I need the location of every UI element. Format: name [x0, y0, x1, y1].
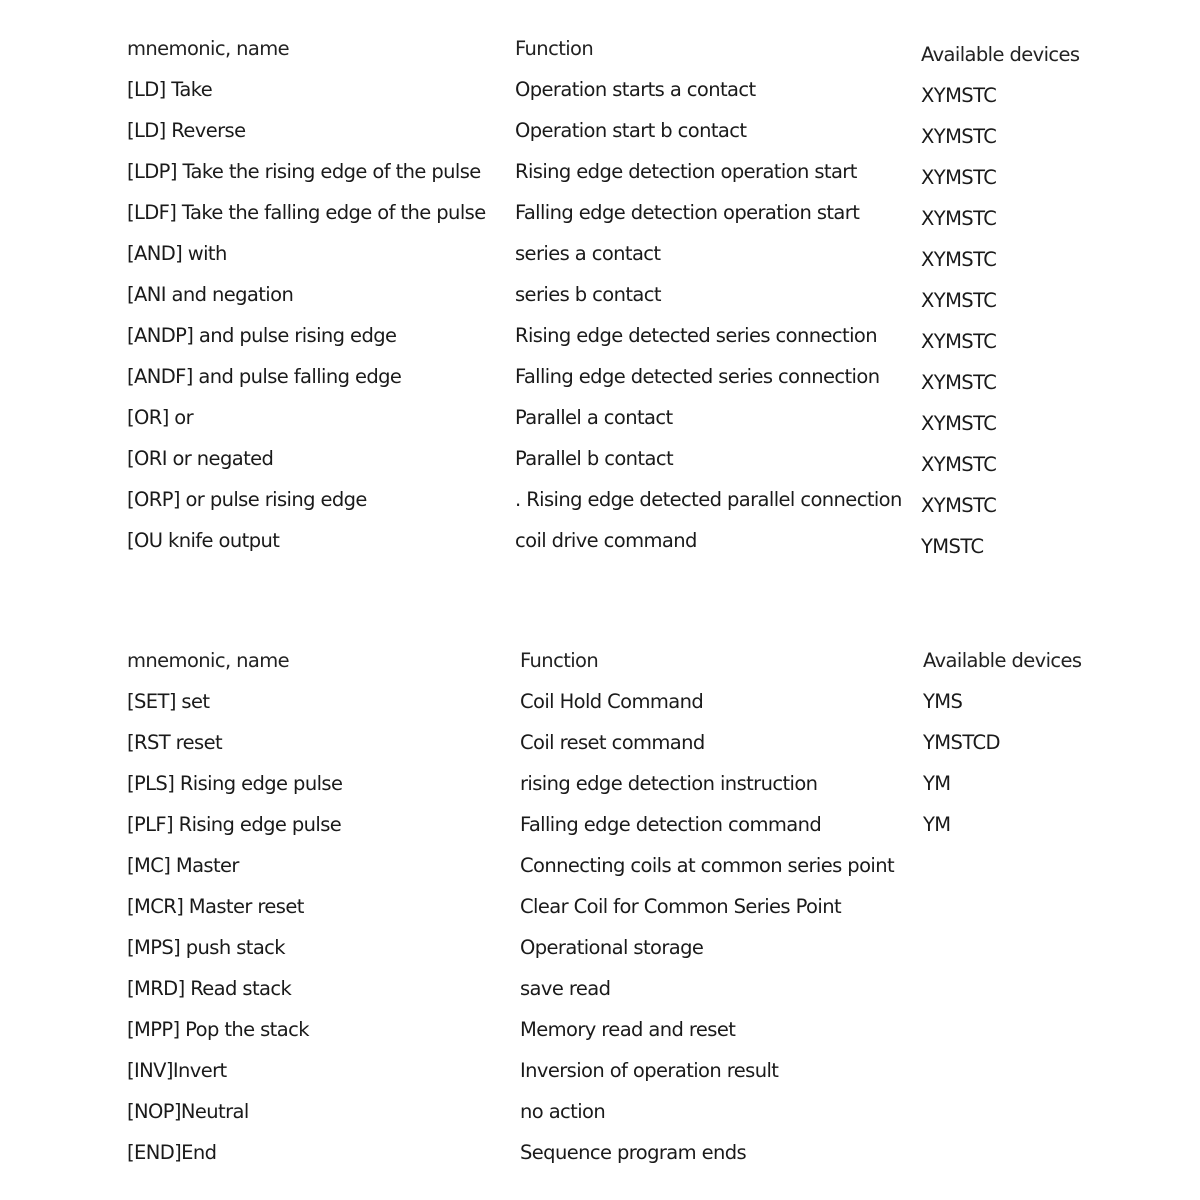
column-header-function: Function	[515, 37, 594, 60]
available-devices-cell: XYMSTC	[921, 84, 997, 107]
instruction-function-cell: Coil reset command	[520, 731, 705, 754]
instruction-function-cell: no action	[520, 1100, 606, 1123]
table-row	[0, 485, 1200, 526]
instruction-name-cell: [RST reset	[127, 731, 223, 754]
available-devices-cell: YMS	[923, 690, 963, 713]
column-header-devices: Available devices	[921, 43, 1080, 66]
instruction-name-cell: [ORI or negated	[127, 447, 274, 470]
instruction-name-cell: [LD] Take	[127, 78, 213, 101]
instruction-function-cell: Falling edge detection command	[520, 813, 822, 836]
table-header	[0, 646, 1200, 687]
table-row	[0, 321, 1200, 362]
available-devices-cell: XYMSTC	[921, 289, 997, 312]
column-header-devices: Available devices	[923, 649, 1082, 672]
instruction-function-cell: Parallel a contact	[515, 406, 673, 429]
table-row	[0, 728, 1200, 769]
instruction-function-cell: Sequence program ends	[520, 1141, 747, 1164]
instruction-name-cell: [MC] Master	[127, 854, 239, 877]
instruction-function-cell: Parallel b contact	[515, 447, 673, 470]
instruction-name-cell: [AND] with	[127, 242, 227, 265]
table-row	[0, 769, 1200, 810]
available-devices-cell: XYMSTC	[921, 166, 997, 189]
instruction-name-cell: [PLS] Rising edge pulse	[127, 772, 343, 795]
instruction-function-cell: Falling edge detection operation start	[515, 201, 860, 224]
available-devices-cell: YMSTC	[921, 535, 984, 558]
instruction-table-1	[0, 34, 1200, 567]
table-row	[0, 239, 1200, 280]
instruction-name-cell: [OR] or	[127, 406, 194, 429]
instruction-name-cell: [MPS] push stack	[127, 936, 285, 959]
instruction-function-cell: . Rising edge detected parallel connection	[515, 488, 902, 511]
instruction-name-cell: [MPP] Pop the stack	[127, 1018, 309, 1041]
instruction-function-cell: Clear Coil for Common Series Point	[520, 895, 841, 918]
instruction-function-cell: series a contact	[515, 242, 661, 265]
table-row	[0, 892, 1200, 933]
table-row	[0, 1138, 1200, 1179]
instruction-name-cell: [ORP] or pulse rising edge	[127, 488, 367, 511]
table-row	[0, 1015, 1200, 1056]
column-header-name: mnemonic, name	[127, 649, 290, 672]
table-row	[0, 157, 1200, 198]
instruction-function-cell: Operation start b contact	[515, 119, 747, 142]
instruction-name-cell: [END]End	[127, 1141, 217, 1164]
table-row	[0, 974, 1200, 1015]
table-row	[0, 362, 1200, 403]
table-row	[0, 933, 1200, 974]
instruction-name-cell: [ANDF] and pulse falling edge	[127, 365, 402, 388]
available-devices-cell: XYMSTC	[921, 248, 997, 271]
instruction-name-cell: [PLF] Rising edge pulse	[127, 813, 342, 836]
table-row	[0, 526, 1200, 567]
instruction-function-cell: Operational storage	[520, 936, 704, 959]
available-devices-cell: YM	[923, 813, 951, 836]
instruction-function-cell: Connecting coils at common series point	[520, 854, 895, 877]
instruction-function-cell: rising edge detection instruction	[520, 772, 818, 795]
instruction-function-cell: series b contact	[515, 283, 661, 306]
available-devices-cell: YMSTCD	[923, 731, 1000, 754]
table-row	[0, 810, 1200, 851]
table-body	[0, 75, 1200, 567]
column-header-name: mnemonic, name	[127, 37, 290, 60]
instruction-name-cell: [NOP]Neutral	[127, 1100, 249, 1123]
instruction-name-cell: [MCR] Master reset	[127, 895, 304, 918]
available-devices-cell: XYMSTC	[921, 125, 997, 148]
available-devices-cell: XYMSTC	[921, 330, 997, 353]
table-row	[0, 75, 1200, 116]
table-row	[0, 1097, 1200, 1138]
table-header	[0, 34, 1200, 75]
available-devices-cell: XYMSTC	[921, 207, 997, 230]
available-devices-cell: XYMSTC	[921, 371, 997, 394]
instruction-name-cell: [LD] Reverse	[127, 119, 246, 142]
instruction-function-cell: Inversion of operation result	[520, 1059, 779, 1082]
instruction-function-cell: save read	[520, 977, 611, 1000]
instruction-name-cell: [SET] set	[127, 690, 210, 713]
available-devices-cell: XYMSTC	[921, 453, 997, 476]
instruction-name-cell: [LDF] Take the falling edge of the pulse	[127, 201, 486, 224]
instruction-name-cell: [MRD] Read stack	[127, 977, 292, 1000]
available-devices-cell: XYMSTC	[921, 412, 997, 435]
instruction-name-cell: [INV]Invert	[127, 1059, 227, 1082]
instruction-function-cell: Coil Hold Command	[520, 690, 704, 713]
table-row	[0, 687, 1200, 728]
available-devices-cell: XYMSTC	[921, 494, 997, 517]
instruction-function-cell: Rising edge detected series connection	[515, 324, 877, 347]
instruction-function-cell: Rising edge detection operation start	[515, 160, 857, 183]
table-row	[0, 851, 1200, 892]
table-row	[0, 116, 1200, 157]
instruction-name-cell: [ANI and negation	[127, 283, 294, 306]
table-row	[0, 1056, 1200, 1097]
instruction-function-cell: Memory read and reset	[520, 1018, 736, 1041]
column-header-function: Function	[520, 649, 599, 672]
table-body	[0, 687, 1200, 1179]
instruction-name-cell: [LDP] Take the rising edge of the pulse	[127, 160, 481, 183]
instruction-function-cell: Operation starts a contact	[515, 78, 756, 101]
available-devices-cell: YM	[923, 772, 951, 795]
instruction-name-cell: [ANDP] and pulse rising edge	[127, 324, 397, 347]
table-row	[0, 280, 1200, 321]
instruction-function-cell: coil drive command	[515, 529, 697, 552]
instruction-name-cell: [OU knife output	[127, 529, 280, 552]
table-row	[0, 444, 1200, 485]
table-row	[0, 198, 1200, 239]
instruction-function-cell: Falling edge detected series connection	[515, 365, 880, 388]
instruction-table-2	[0, 646, 1200, 1179]
table-row	[0, 403, 1200, 444]
